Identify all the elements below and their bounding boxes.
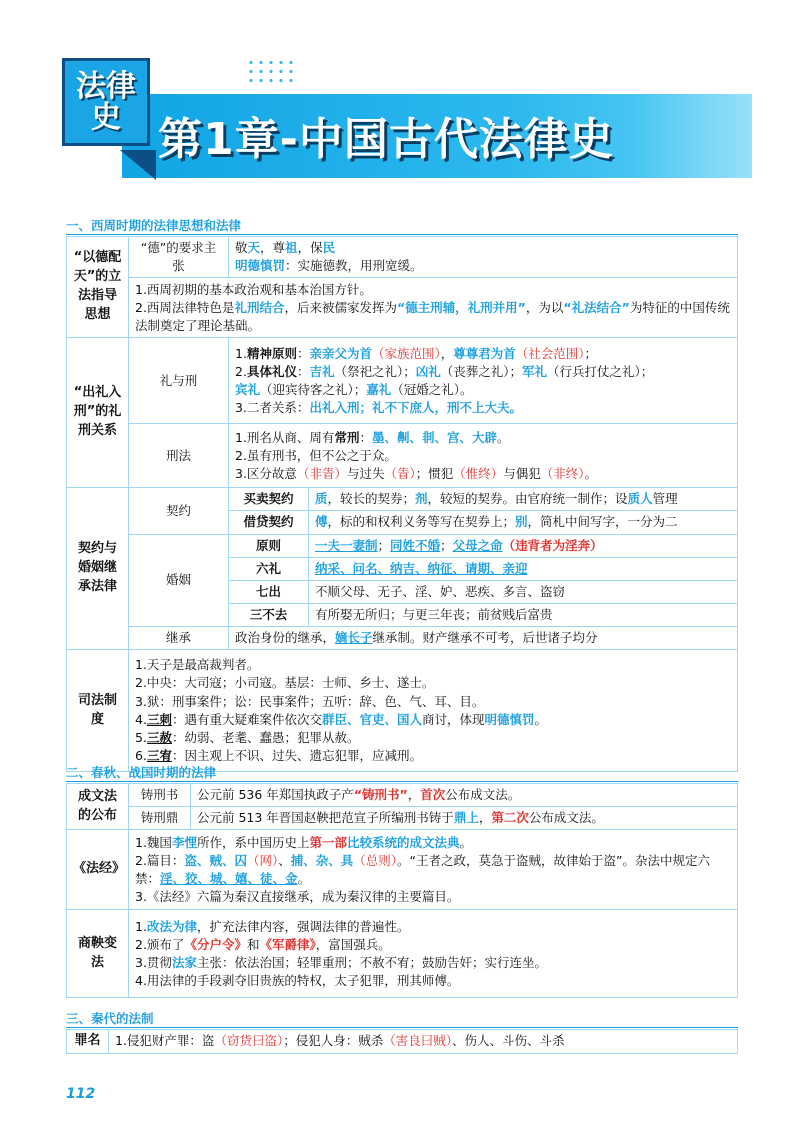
sub-label: 六礼 xyxy=(229,557,309,580)
sub-label: 借贷契约 xyxy=(229,511,309,534)
sub-label: 三不去 xyxy=(229,603,309,626)
page-number: 112 xyxy=(66,1086,96,1102)
section-1-rule xyxy=(66,234,738,235)
category-badge xyxy=(62,58,150,146)
cell: 一夫一妻制；同姓不婚；父母之命（违背者为淫奔） xyxy=(309,534,738,557)
cell: 公元前 513 年晋国赵鞅把范宣子所编刑书铸于鼎上，第二次公布成文法。 xyxy=(191,807,738,830)
sub-label: 铸刑鼎 xyxy=(129,807,191,830)
row-label: 商鞅变法 xyxy=(67,910,129,998)
sub-label: 继承 xyxy=(129,627,229,650)
cell: 有所娶无所归；与更三年丧；前贫贱后富贵 xyxy=(309,603,738,626)
row-label: 成文法的公布 xyxy=(67,784,129,830)
cell: 傅，标的和权利义务等写在契券上；别，简札中间写字，一分为二 xyxy=(309,511,738,534)
cell: 质，较长的契券；剂，较短的契券。由官府统一制作；设质人管理 xyxy=(309,488,738,511)
sub-label: 原则 xyxy=(229,534,309,557)
row-label: 罪名 xyxy=(67,1030,109,1054)
cell: 1.西周初期的基本政治观和基本治国方针。 2.西周法律特色是礼刑结合，后来被儒家发挥为“德主刑辅，礼刑并用”，为以“礼法结合”为特征的中国传统法制奠定了理论基础。 xyxy=(129,278,738,338)
section-2-table xyxy=(66,783,738,998)
sub-label: 婚姻 xyxy=(129,534,229,627)
section-3-rule xyxy=(66,1027,738,1028)
section-3-title: 三、秦代的法制 xyxy=(66,1011,154,1026)
sub-label: “德”的要求主张 xyxy=(129,237,229,278)
cell: 不顺父母、无子、淫、妒、恶疾、多言、盗窃 xyxy=(309,580,738,603)
section-2-title: 二、春秋、战国时期的法律 xyxy=(66,765,217,780)
row-label: 契约与婚姻继承法律 xyxy=(67,488,129,650)
row-label: “以德配天”的立法指导思想 xyxy=(67,237,129,338)
sub-label: 契约 xyxy=(129,488,229,534)
chapter-banner xyxy=(62,90,752,180)
section-1-title: 一、西周时期的法律思想和法律 xyxy=(66,218,242,233)
cell: 政治身份的继承，嫡长子继承制。财产继承不可考，后世诸子均分 xyxy=(229,627,738,650)
category-line-2: 史 xyxy=(91,100,121,135)
chapter-title: 第1章-中国古代法律史 xyxy=(158,114,614,165)
cell: 1.魏国李悝所作，系中国历史上第一部比较系统的成文法典。 2.篇目：盗、贼、囚（网）、捕、杂、具（总则）。“王者之政，莫急于盗贼，故律始于盗”。杂法中规定六禁：淫、狡、城、嬉、徒、金。 3.《法经》六篇为秦汉直接继承，成为秦汉律的主要篇目。 xyxy=(129,830,738,910)
cell: 1.刑名从商、周有常刑：墨、劓、剕、宫、大辟。 2.虽有刑书，但不公之于众。 3.区分故意（非眚）与过失（眚）；惯犯（惟终）与偶犯（非终）。 xyxy=(229,424,738,488)
row-label: 司法制度 xyxy=(67,650,129,772)
sub-label: 买卖契约 xyxy=(229,488,309,511)
cell: 1.侵犯财产罪：盗（窃货曰盗）；侵犯人身：贼杀（害良曰贼）、伤人、斗伤、斗杀 xyxy=(109,1030,738,1054)
cell: 1.精神原则：亲亲父为首（家族范围），尊尊君为首（社会范围）； 2.具体礼仪：吉礼（祭祀之礼）；凶礼（丧葬之礼）；军礼（行兵打仗之礼）； 宾礼（迎宾待客之礼）；嘉礼（冠婚之礼）。 3.二者关系：出礼入刑；礼不下庶人，刑不上大夫。 xyxy=(229,338,738,424)
cell: 1.天子是最高裁判者。 2.中央：大司寇；小司寇。基层：士师、乡士、遂士。 3.狱：刑事案件；讼：民事案件；五听：辞、色、气、耳、目。 4.三刺：遇有重大疑难案件依次交群臣、官吏、国人商讨，体现明德慎罚。 5.三赦：幼弱、老耄、蠢愚；犯罪从赦。 6.三宥：因主观上不识、过失、遗忘犯罪，应减刑。 xyxy=(129,650,738,772)
section-1-table xyxy=(66,236,738,772)
category-line-1: 法律 xyxy=(76,68,136,104)
cell: 公元前 536 年郑国执政子产“铸刑书”，首次公布成文法。 xyxy=(191,784,738,807)
sub-label: 刑法 xyxy=(129,424,229,488)
dot-pattern xyxy=(246,58,298,84)
section-2-rule xyxy=(66,781,738,782)
sub-label: 铸刑书 xyxy=(129,784,191,807)
sub-label: 礼与刑 xyxy=(129,338,229,424)
row-label: 《法经》 xyxy=(67,830,129,910)
section-3-table xyxy=(66,1029,738,1054)
row-label: “出礼入刑”的礼刑关系 xyxy=(67,338,129,488)
cell: 1.改法为律，扩充法律内容，强调法律的普遍性。 2.颁布了《分户令》和《军爵律》，富国强兵。 3.贯彻法家主张：依法治国；轻罪重刑；不赦不宥；鼓励告奸；实行连坐。 4.用法律的手段剥夺旧贵族的特权，太子犯罪，刑其师傅。 xyxy=(129,910,738,998)
cell: 纳采、问名、纳吉、纳征、请期、亲迎 xyxy=(309,557,738,580)
sub-label: 七出 xyxy=(229,580,309,603)
cell: 敬天，尊祖，保民 明德慎罚：实施德教，用刑宽缓。 xyxy=(229,237,738,278)
